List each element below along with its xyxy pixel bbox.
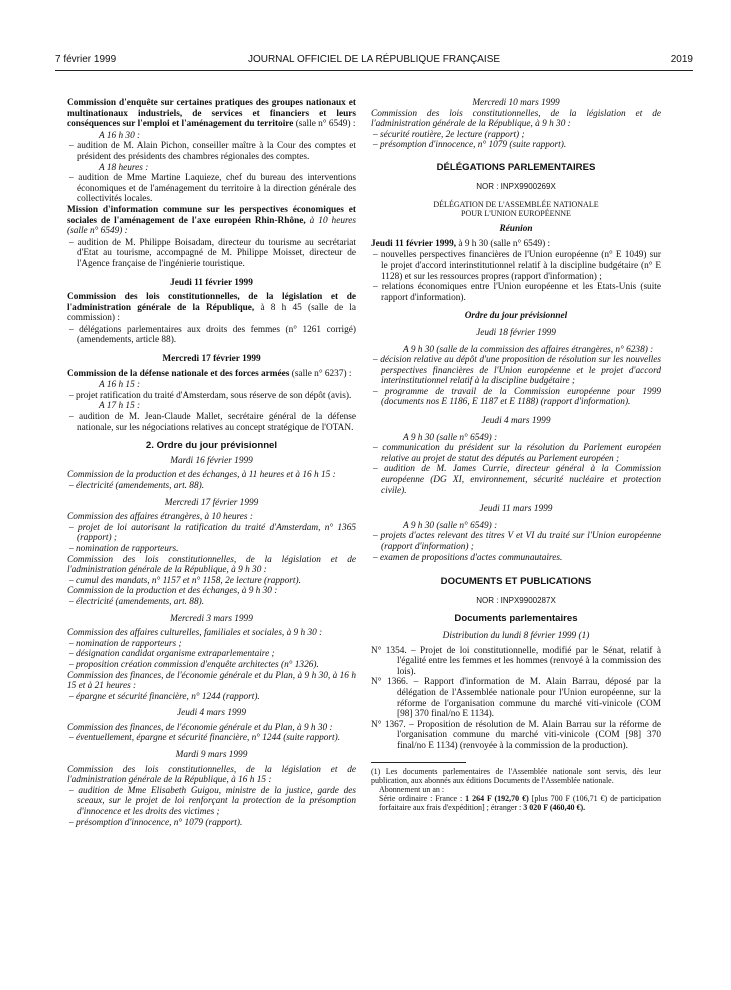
reunion-when bbox=[371, 239, 661, 250]
footnote-text: (1) Les documents parlementaires de l'Assemblée nationale sont servis, dès leur publication, aux abonnés aux éditions Documents de l'Assemblée nationale. bbox=[371, 766, 661, 785]
subscription-prices bbox=[371, 794, 661, 812]
agenda-item: – audition de Mme Elisabeth Guigou, ministre de la justice, garde des sceaux, sur le projet de loi renforçant la protection de la présomption d'innocence et les droits des victimes ; bbox=[69, 785, 356, 818]
commission-defense-salle: (salle n° 6237) : bbox=[289, 368, 352, 379]
agenda-item: – proposition création commission d'enquête architectes (n° 1326). bbox=[69, 659, 319, 670]
commission-line: Commission des affaires culturelles, familiales et sociales, à 9 h 30 : bbox=[67, 628, 323, 639]
agenda-item: – communication du président sur la résolution du Parlement européen relative au projet de statut des députés au Parlement européen ; bbox=[373, 443, 661, 464]
delegations-heading: DÉLÉGATIONS PARLEMENTAIRES bbox=[436, 161, 596, 173]
date-heading: Mercredi 17 février 1999 bbox=[164, 497, 259, 508]
subscription-label: Abonnement un an : bbox=[379, 784, 445, 794]
agenda-item: – nomination de rapporteurs. bbox=[69, 543, 179, 554]
date-heading: Jeudi 18 février 1999 bbox=[476, 327, 556, 338]
reunion-salle: à 9 h 30 (salle n° 6549) : bbox=[456, 238, 551, 249]
agenda-item: – audition de M. James Currie, directeur général à la Commission européenne (DG XI, environnement, sécurité nucléaire et protection civile). bbox=[373, 464, 661, 496]
agenda-item: – audition de M. Jean-Claude Mallet, secrétaire général de la défense nationale, sur les négociations relatives au concept stratégique de l'OTAN. bbox=[69, 412, 356, 433]
commission-defense bbox=[67, 369, 356, 380]
footnote-rule bbox=[371, 762, 466, 763]
price-france: 1 264 F (192,70 €) bbox=[465, 793, 529, 803]
commission-line: Commission des lois constitutionnelles, de la législation et de l'administration générale de la République, à 9 h 30 : bbox=[371, 108, 661, 130]
commission-line: Commission des finances, de l'économie générale et du Plan, à 9 h 30 : bbox=[67, 722, 333, 733]
commission-enquete bbox=[67, 98, 356, 130]
date-heading: Mardi 9 mars 1999 bbox=[175, 750, 248, 761]
agenda-item: – présomption d'innocence, n° 1079 (rapport). bbox=[69, 817, 243, 828]
commission-line: Commission des lois constitutionnelles, de la législation et de l'administration générale de la République, à 9 h 30 : bbox=[67, 554, 356, 576]
odj-heading: Ordre du jour prévisionnel bbox=[464, 311, 568, 322]
time-label: A 9 h 30 (salle de la commission des affaires étrangères, n° 6238) : bbox=[403, 344, 654, 355]
documents-subheading: Documents parlementaires bbox=[454, 613, 578, 625]
document-entry: N° 1366. – Rapport d'information de M. Alain Barrau, déposé par la délégation de l'Assemblée nationale pour l'Union européenne, sur la réforme de l'organisation commune du marché viti-vinicole (COM [98] 370 final/no E 1134). bbox=[371, 677, 661, 720]
mission-information bbox=[67, 205, 356, 237]
header-rule bbox=[55, 70, 693, 71]
delegation-subtitle: POUR L'UNION EUROPÉENNE bbox=[461, 209, 571, 219]
time-label: A 17 h 15 : bbox=[99, 401, 141, 412]
agenda-item: – projet ratification du traité d'Amsterdam, sous réserve de son dépôt (avis). bbox=[69, 390, 352, 401]
page-number: 2019 bbox=[670, 54, 693, 65]
header-date: 7 février 1999 bbox=[55, 54, 117, 65]
mission-title: Mission d'information commune sur les perspectives économiques et sociales de l'aménagement de l'axe européen Rhin-Rhône, bbox=[67, 204, 356, 226]
document-entry: N° 1354. – Projet de loi constitutionnelle, modifié par le Sénat, relatif à l'égalité entre les femmes et les hommes (renvoyé à la commission des lois). bbox=[371, 645, 661, 677]
section-heading: 2. Ordre du jour prévisionnel bbox=[145, 440, 278, 452]
commission-lois bbox=[67, 292, 356, 324]
time-label: A 9 h 30 (salle n° 6549) : bbox=[403, 432, 498, 443]
agenda-item: – relations économiques entre l'Union européenne et les Etats-Unis (suite rapport d'information). bbox=[373, 282, 661, 303]
agenda-item: – éventuellement, épargne et sécurité financière, n° 1244 (suite rapport). bbox=[69, 733, 341, 744]
agenda-item: – nouvelles perspectives financières de l'Union européenne (n° E 1049) sur le projet d'accord interinstitutionnel relatif à la discipline budgétaire (n° E 1128) et sur les ressources propres (rapport d'information) ; bbox=[373, 250, 661, 282]
date-heading: Jeudi 4 mars 1999 bbox=[481, 416, 551, 427]
agenda-item: – nomination de rapporteurs ; bbox=[69, 638, 182, 649]
nor-reference: NOR : INPX9900287X bbox=[476, 595, 556, 605]
distribution-line: Distribution du lundi 8 février 1999 (1) bbox=[442, 630, 590, 641]
date-heading: Mardi 16 février 1999 bbox=[170, 455, 253, 466]
date-heading: Mercredi 3 mars 1999 bbox=[170, 613, 253, 624]
document-entry: N° 1367. – Proposition de résolution de M. Alain Barrau sur la réforme de l'organisation commune du marché viti-vinicole (COM [98] 370 final/no E 1134) (renvoyée à la commission de la production). bbox=[371, 719, 661, 751]
nor-reference: NOR : INPX9900269X bbox=[476, 181, 556, 191]
commission-enquete-salle: (salle n° 6549) : bbox=[293, 119, 356, 130]
agenda-item: – examen de propositions d'actes communautaires. bbox=[373, 552, 563, 563]
price-shipping: [plus 700 F (106,71 €) de participation forfaitaire aux frais d'expédition] ; étranger : bbox=[379, 793, 662, 812]
agenda-item: – présomption d'innocence, n° 1079 (suite rapport). bbox=[373, 140, 567, 151]
agenda-item: – cumul des mandats, n° 1157 et n° 1158, 2e lecture (rapport). bbox=[69, 575, 301, 586]
commission-line: Commission de la production et des échanges, à 9 h 30 : bbox=[67, 586, 278, 597]
agenda-item: – désignation candidat organisme extraparlementaire ; bbox=[69, 649, 275, 660]
time-label: A 16 h 15 : bbox=[99, 380, 141, 391]
price-foreign: 3 020 F (460,40 €). bbox=[523, 802, 586, 812]
commission-lois-title: Commission des lois constitutionnelles, de la législation et de l'administration générale de la République, bbox=[67, 292, 356, 313]
agenda-item: – épargne et sécurité financière, n° 1244 (rapport). bbox=[69, 691, 260, 702]
date-heading: Jeudi 11 mars 1999 bbox=[479, 504, 553, 515]
mission-when: à 10 heures (salle n° 6549) : bbox=[67, 215, 356, 237]
commission-enquete-title: Commission d'enquête sur certaines pratiques des groupes nationaux et multinationaux industriels, de services et financiers et leurs conséquences sur l'emploi et l'aménagement du territoire bbox=[67, 98, 356, 130]
commission-lois-when: à 8 h 45 (salle de la commission) : bbox=[67, 302, 356, 324]
date-heading: Jeudi 11 février 1999 bbox=[170, 277, 253, 288]
documents-heading: DOCUMENTS ET PUBLICATIONS bbox=[440, 576, 592, 588]
journal-title: JOURNAL OFFICIEL DE LA RÉPUBLIQUE FRANÇAISE bbox=[247, 54, 501, 65]
commission-defense-title: Commission de la défense nationale et des forces armées bbox=[67, 368, 290, 379]
agenda-item: – décision relative au dépôt d'une proposition de résolution sur les nouvelles perspectives financières de l'Union européenne et le projet d'accord interinstitutionnel relatif à la discipline budgétaire ; bbox=[373, 355, 661, 387]
agenda-item: – projet de loi autorisant la ratification du traité d'Amsterdam, n° 1365 (rapport) ; bbox=[69, 522, 356, 544]
left-column bbox=[67, 98, 356, 828]
agenda-item: – audition de Mme Martine Laquieze, chef du bureau des interventions économiques et de l'aménagement du territoire à la direction générale des collectivités locales. bbox=[69, 173, 356, 205]
agenda-item: – sécurité routière, 2e lecture (rapport) ; bbox=[373, 129, 525, 140]
commission-line: Commission des lois constitutionnelles, de la législation et de l'administration générale de la République, à 16 h 15 : bbox=[67, 764, 356, 786]
right-column bbox=[371, 98, 661, 812]
commission-line: Commission de la production et des échanges, à 11 heures et à 16 h 15 : bbox=[67, 470, 336, 481]
delegation-title: DÉLÉGATION DE L'ASSEMBLÉE NATIONALE bbox=[433, 200, 599, 210]
agenda-item: – audition de M. Philippe Boisadam, directeur du tourisme au secrétariat d'Etat au tourisme, accompagné de M. Philippe Moisset, directeur de l'Agence française de l'ingénierie touristique. bbox=[69, 237, 356, 269]
date-heading: Mercredi 17 février 1999 bbox=[162, 354, 261, 365]
date-heading: Mercredi 10 mars 1999 bbox=[472, 98, 560, 108]
reunion-date: Jeudi 11 février 1999, bbox=[371, 238, 457, 249]
time-label: A 18 heures : bbox=[99, 162, 149, 173]
time-label: A 9 h 30 (salle n° 6549) : bbox=[403, 520, 498, 531]
page-header bbox=[55, 54, 693, 70]
agenda-item: – électricité (amendements, art. 88). bbox=[69, 481, 205, 491]
time-label: A 16 h 30 : bbox=[99, 130, 141, 141]
price-series-label: Série ordinaire : France : bbox=[379, 793, 466, 803]
agenda-item: – programme de travail de la Commission européenne pour 1999 (documents nos E 1186, E 1187 et E 1188) (rapport d'information). bbox=[373, 386, 661, 408]
agenda-item: – électricité (amendements, art. 88). bbox=[69, 596, 205, 607]
agenda-item: – projets d'actes relevant des titres V et VI du traité sur l'Union européenne (rapport d'information) ; bbox=[373, 531, 661, 552]
agenda-item: – délégations parlementaires aux droits des femmes (n° 1261 corrigé) (amendements, article 88). bbox=[69, 324, 356, 346]
agenda-item: – audition de M. Alain Pichon, conseiller maître à la Cour des comptes et président des présidents des chambres régionales des comptes. bbox=[69, 141, 356, 162]
reunion-heading: Réunion bbox=[499, 224, 533, 235]
commission-line: Commission des finances, de l'économie générale et du Plan, à 9 h 30, à 16 h 15 et à 21 heures : bbox=[67, 670, 356, 692]
date-heading: Jeudi 4 mars 1999 bbox=[177, 708, 246, 719]
commission-line: Commission des affaires étrangères, à 10 heures : bbox=[67, 512, 253, 523]
